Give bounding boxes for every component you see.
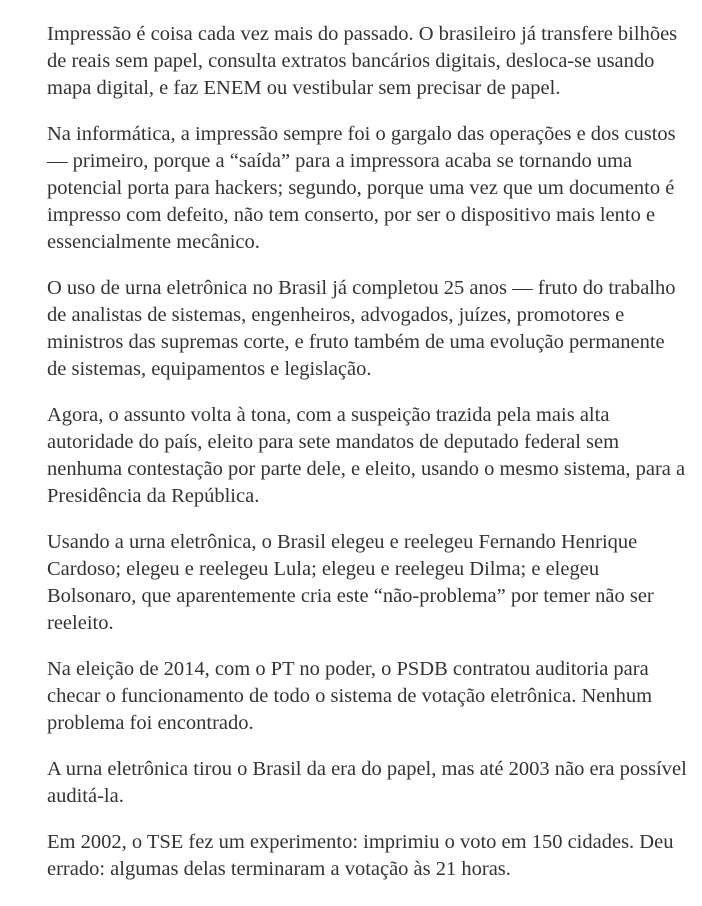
article-paragraph: Em 2002, o TSE fez um experimento: imprimiu o voto em 150 cidades. Deu errado: algumas delas terminaram a votação às 21 horas. bbox=[47, 831, 674, 880]
article-paragraph: O uso de urna eletrônica no Brasil já completou 25 anos — fruto do trabalho de analistas de sistemas, engenheiros, advogados, juízes, promotores e ministros das supremas corte, e fruto também de uma evolução permanente de sistemas, equipamentos e legislação. bbox=[47, 277, 676, 380]
article-paragraph: Agora, o assunto volta à tona, com a suspeição trazida pela mais alta autoridade do país, eleito para sete mandatos de deputado federal sem nenhuma contestação por parte dele, e eleito, usando o mesmo sistema, para a Presidência da República. bbox=[47, 404, 686, 507]
article-paragraph: Na informática, a impressão sempre foi o gargalo das operações e dos custos — primeiro, porque a “saída” para a impressora acaba se tornando uma potencial porta para hackers; segundo, porque uma vez que um documento é impresso com defeito, não tem conserto, por ser o dispositivo mais lento e essencialmente mecânico. bbox=[47, 123, 676, 253]
article-paragraph: Impressão é coisa cada vez mais do passado. O brasileiro já transfere bilhões de reais sem papel, consulta extratos bancários digitais, desloca-se usando mapa digital, e faz ENEM ou vestibular sem precisar de papel. bbox=[47, 23, 678, 99]
article-paragraph: A urna eletrônica tirou o Brasil da era do papel, mas até 2003 não era possível auditá-la. bbox=[47, 758, 687, 807]
article-paragraph: Usando a urna eletrônica, o Brasil elegeu e reelegeu Fernando Henrique Cardoso; elegeu e reelegeu Lula; elegeu e reelegeu Dilma; e elegeu Bolsonaro, que aparentemente cria este “não-problema” por temer não ser reeleito. bbox=[47, 531, 654, 634]
article-paragraph: Na eleição de 2014, com o PT no poder, o PSDB contratou auditoria para checar o funcionamento de todo o sistema de votação eletrônica. Nenhum problema foi encontrado. bbox=[47, 658, 653, 734]
